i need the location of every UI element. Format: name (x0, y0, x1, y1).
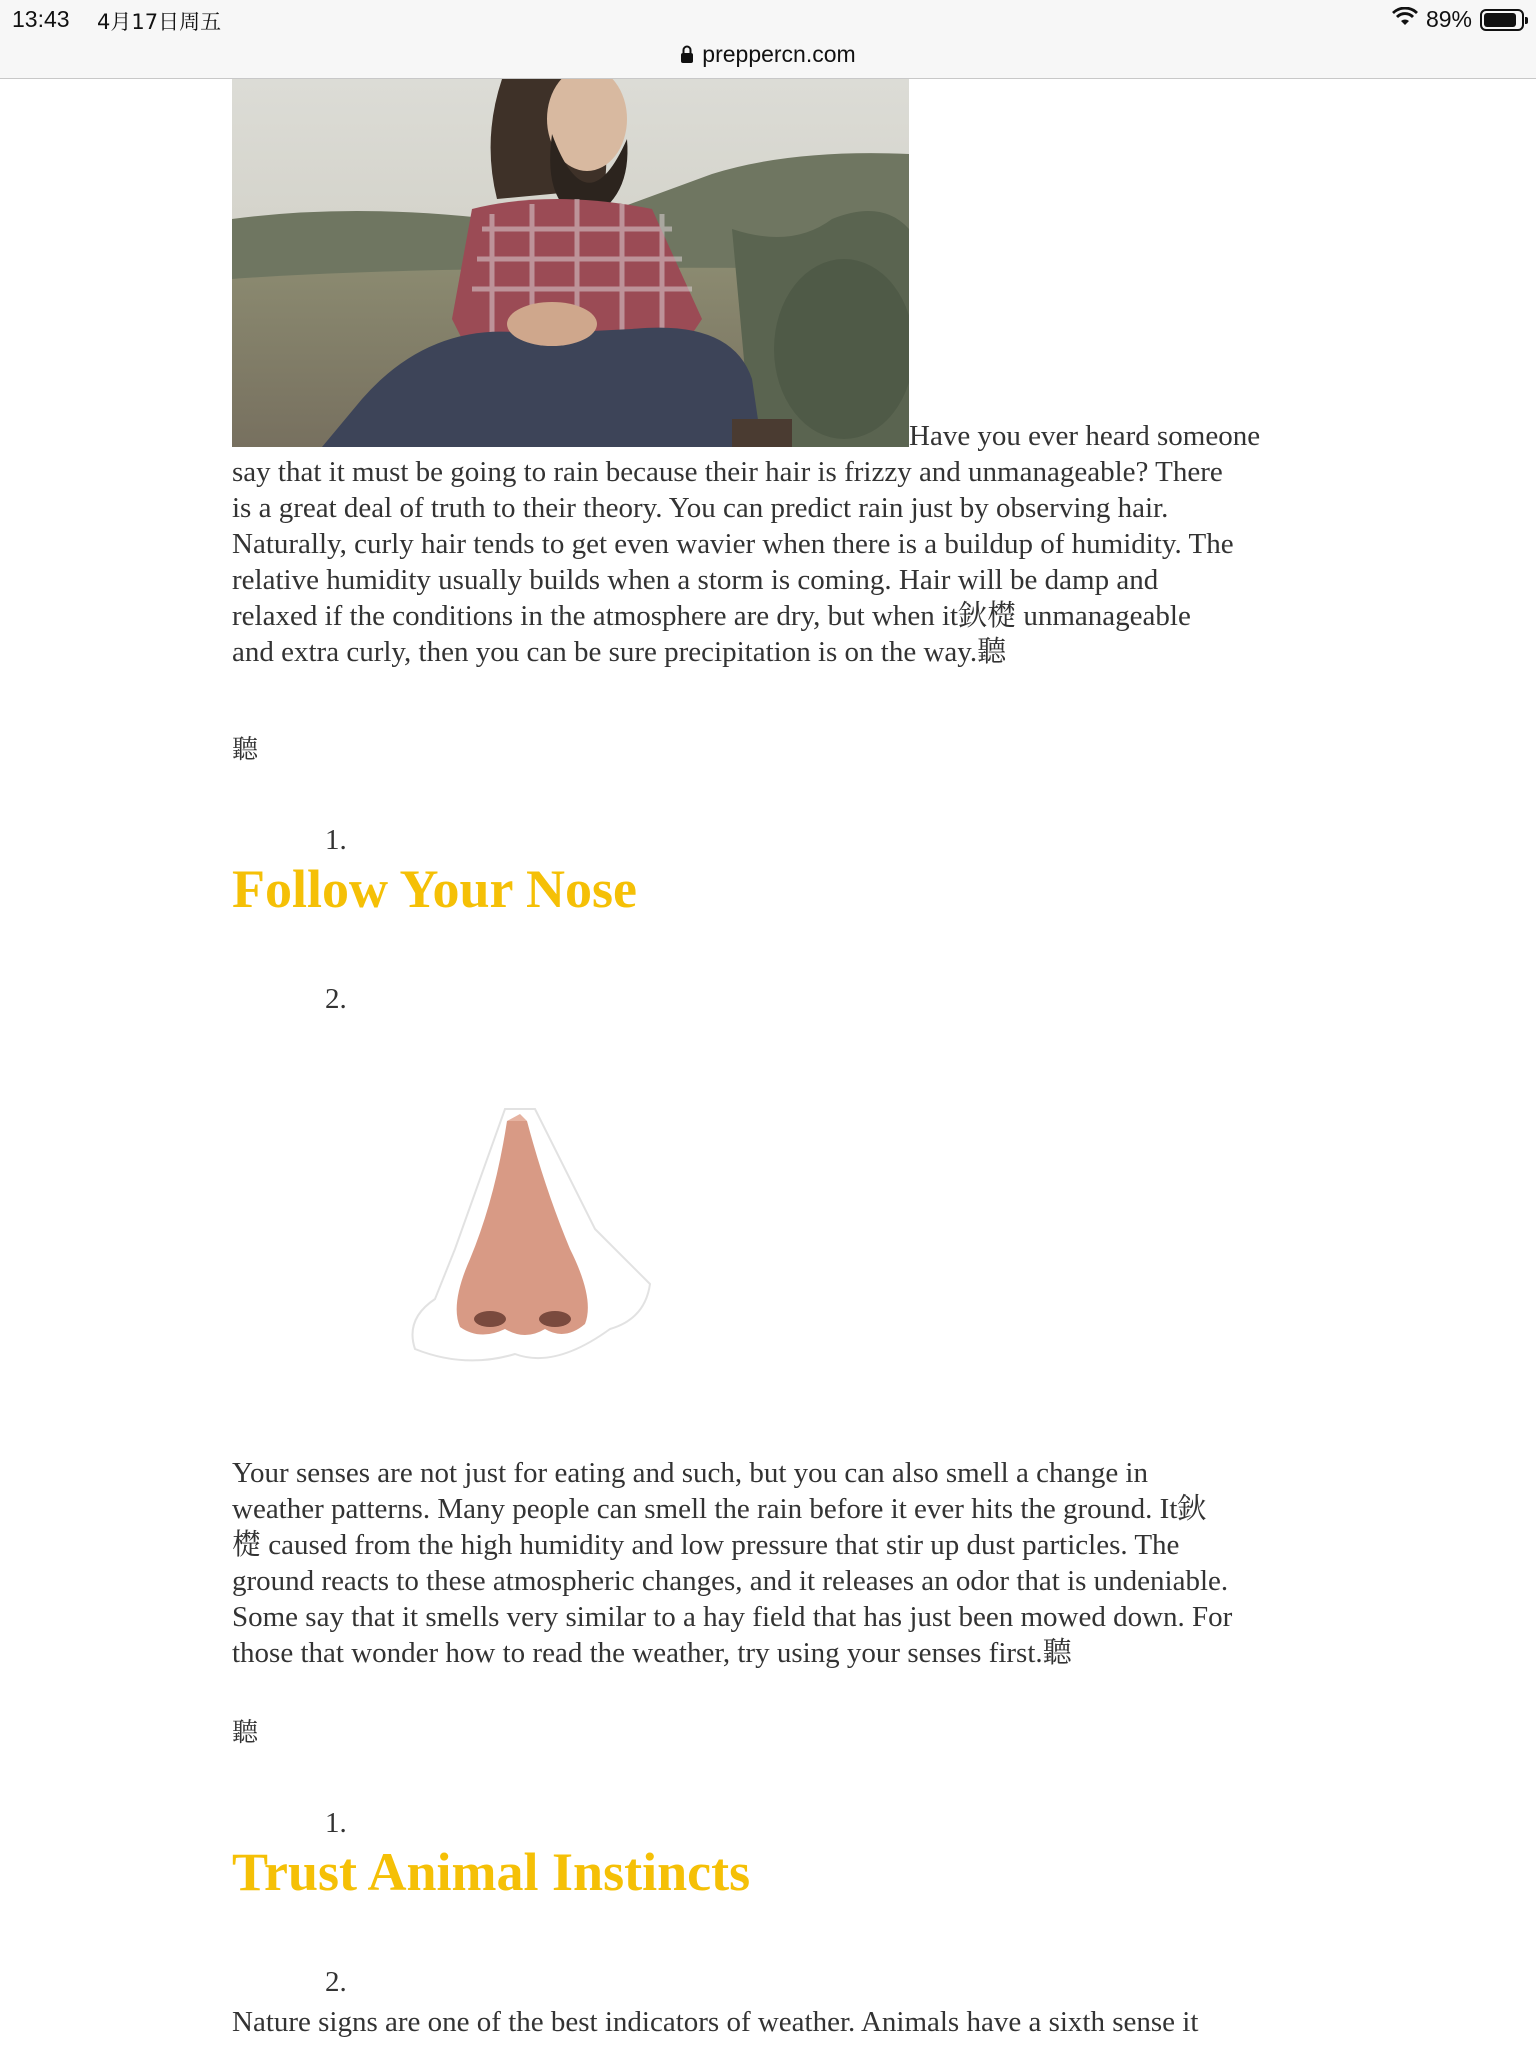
article-content (0, 79, 1536, 2048)
paragraph-line: 檚 caused from the high humidity and low pressure that stir up dust particles. The (232, 1529, 1180, 1561)
url-text[interactable]: preppercn.com (702, 41, 856, 67)
list-number: 1. (325, 824, 347, 856)
paragraph-line: say that it must be going to rain because their hair is frizzy and unmanageable? There (232, 456, 1223, 488)
battery-icon (1480, 9, 1524, 31)
paragraph-animal-instincts (232, 2004, 1312, 2044)
paragraph-line: and extra curly, then you can be sure precipitation is on the way.聽 (232, 636, 1007, 668)
stray-character: 聽 (232, 735, 259, 765)
paragraph-hair-humidity (232, 418, 1312, 678)
paragraph-line: Some say that it smells very similar to a hay field that has just been mowed down. For (232, 1601, 1233, 1633)
status-indicators (1392, 6, 1524, 33)
status-bar (0, 0, 1536, 38)
lock-icon (680, 41, 694, 69)
paragraph-line: those that wonder how to read the weather, try using your senses first.聽 (232, 1637, 1072, 1669)
nose-through-paper-photo (395, 1079, 655, 1379)
paragraph-smell-rain (232, 1455, 1312, 1675)
paragraph-line: Have you ever heard someone (909, 420, 1261, 452)
paragraph-line: weather patterns. Many people can smell the rain before it ever hits the ground. It鈥 (232, 1493, 1207, 1525)
paragraph-line: Naturally, curly hair tends to get even wavier when there is a buildup of humidity. The (232, 528, 1234, 560)
paragraph-line: Your senses are not just for eating and such, but you can also smell a change in (232, 1457, 1148, 1489)
heading-trust-animal-instincts: Trust Animal Instincts (232, 1842, 751, 1902)
paragraph-line: Nature signs are one of the best indicators of weather. Animals have a sixth sense it (232, 2006, 1199, 2038)
list-number: 2. (325, 983, 347, 1015)
battery-level (1484, 13, 1516, 27)
paragraph-line: relaxed if the conditions in the atmosphere are dry, but when it鈥檚 unmanageable (232, 600, 1191, 632)
paragraph-line: is a great deal of truth to their theory. You can predict rain just by observing hair. (232, 492, 1169, 524)
paragraph-line: relative humidity usually builds when a storm is coming. Hair will be damp and (232, 564, 1159, 596)
list-number: 1. (325, 1807, 347, 1839)
heading-follow-your-nose: Follow Your Nose (232, 859, 637, 919)
wifi-icon (1392, 6, 1418, 33)
address-bar[interactable] (0, 38, 1536, 79)
paragraph-line: ground reacts to these atmospheric changes, and it releases an odor that is undeniable. (232, 1565, 1229, 1597)
list-number: 2. (325, 1966, 347, 1998)
bearded-man-photo (232, 79, 909, 447)
stray-character: 聽 (232, 1718, 259, 1748)
status-date: 4月17日周五 (97, 10, 222, 34)
battery-percent: 89% (1425, 6, 1472, 32)
status-time: 13:43 (12, 6, 70, 32)
